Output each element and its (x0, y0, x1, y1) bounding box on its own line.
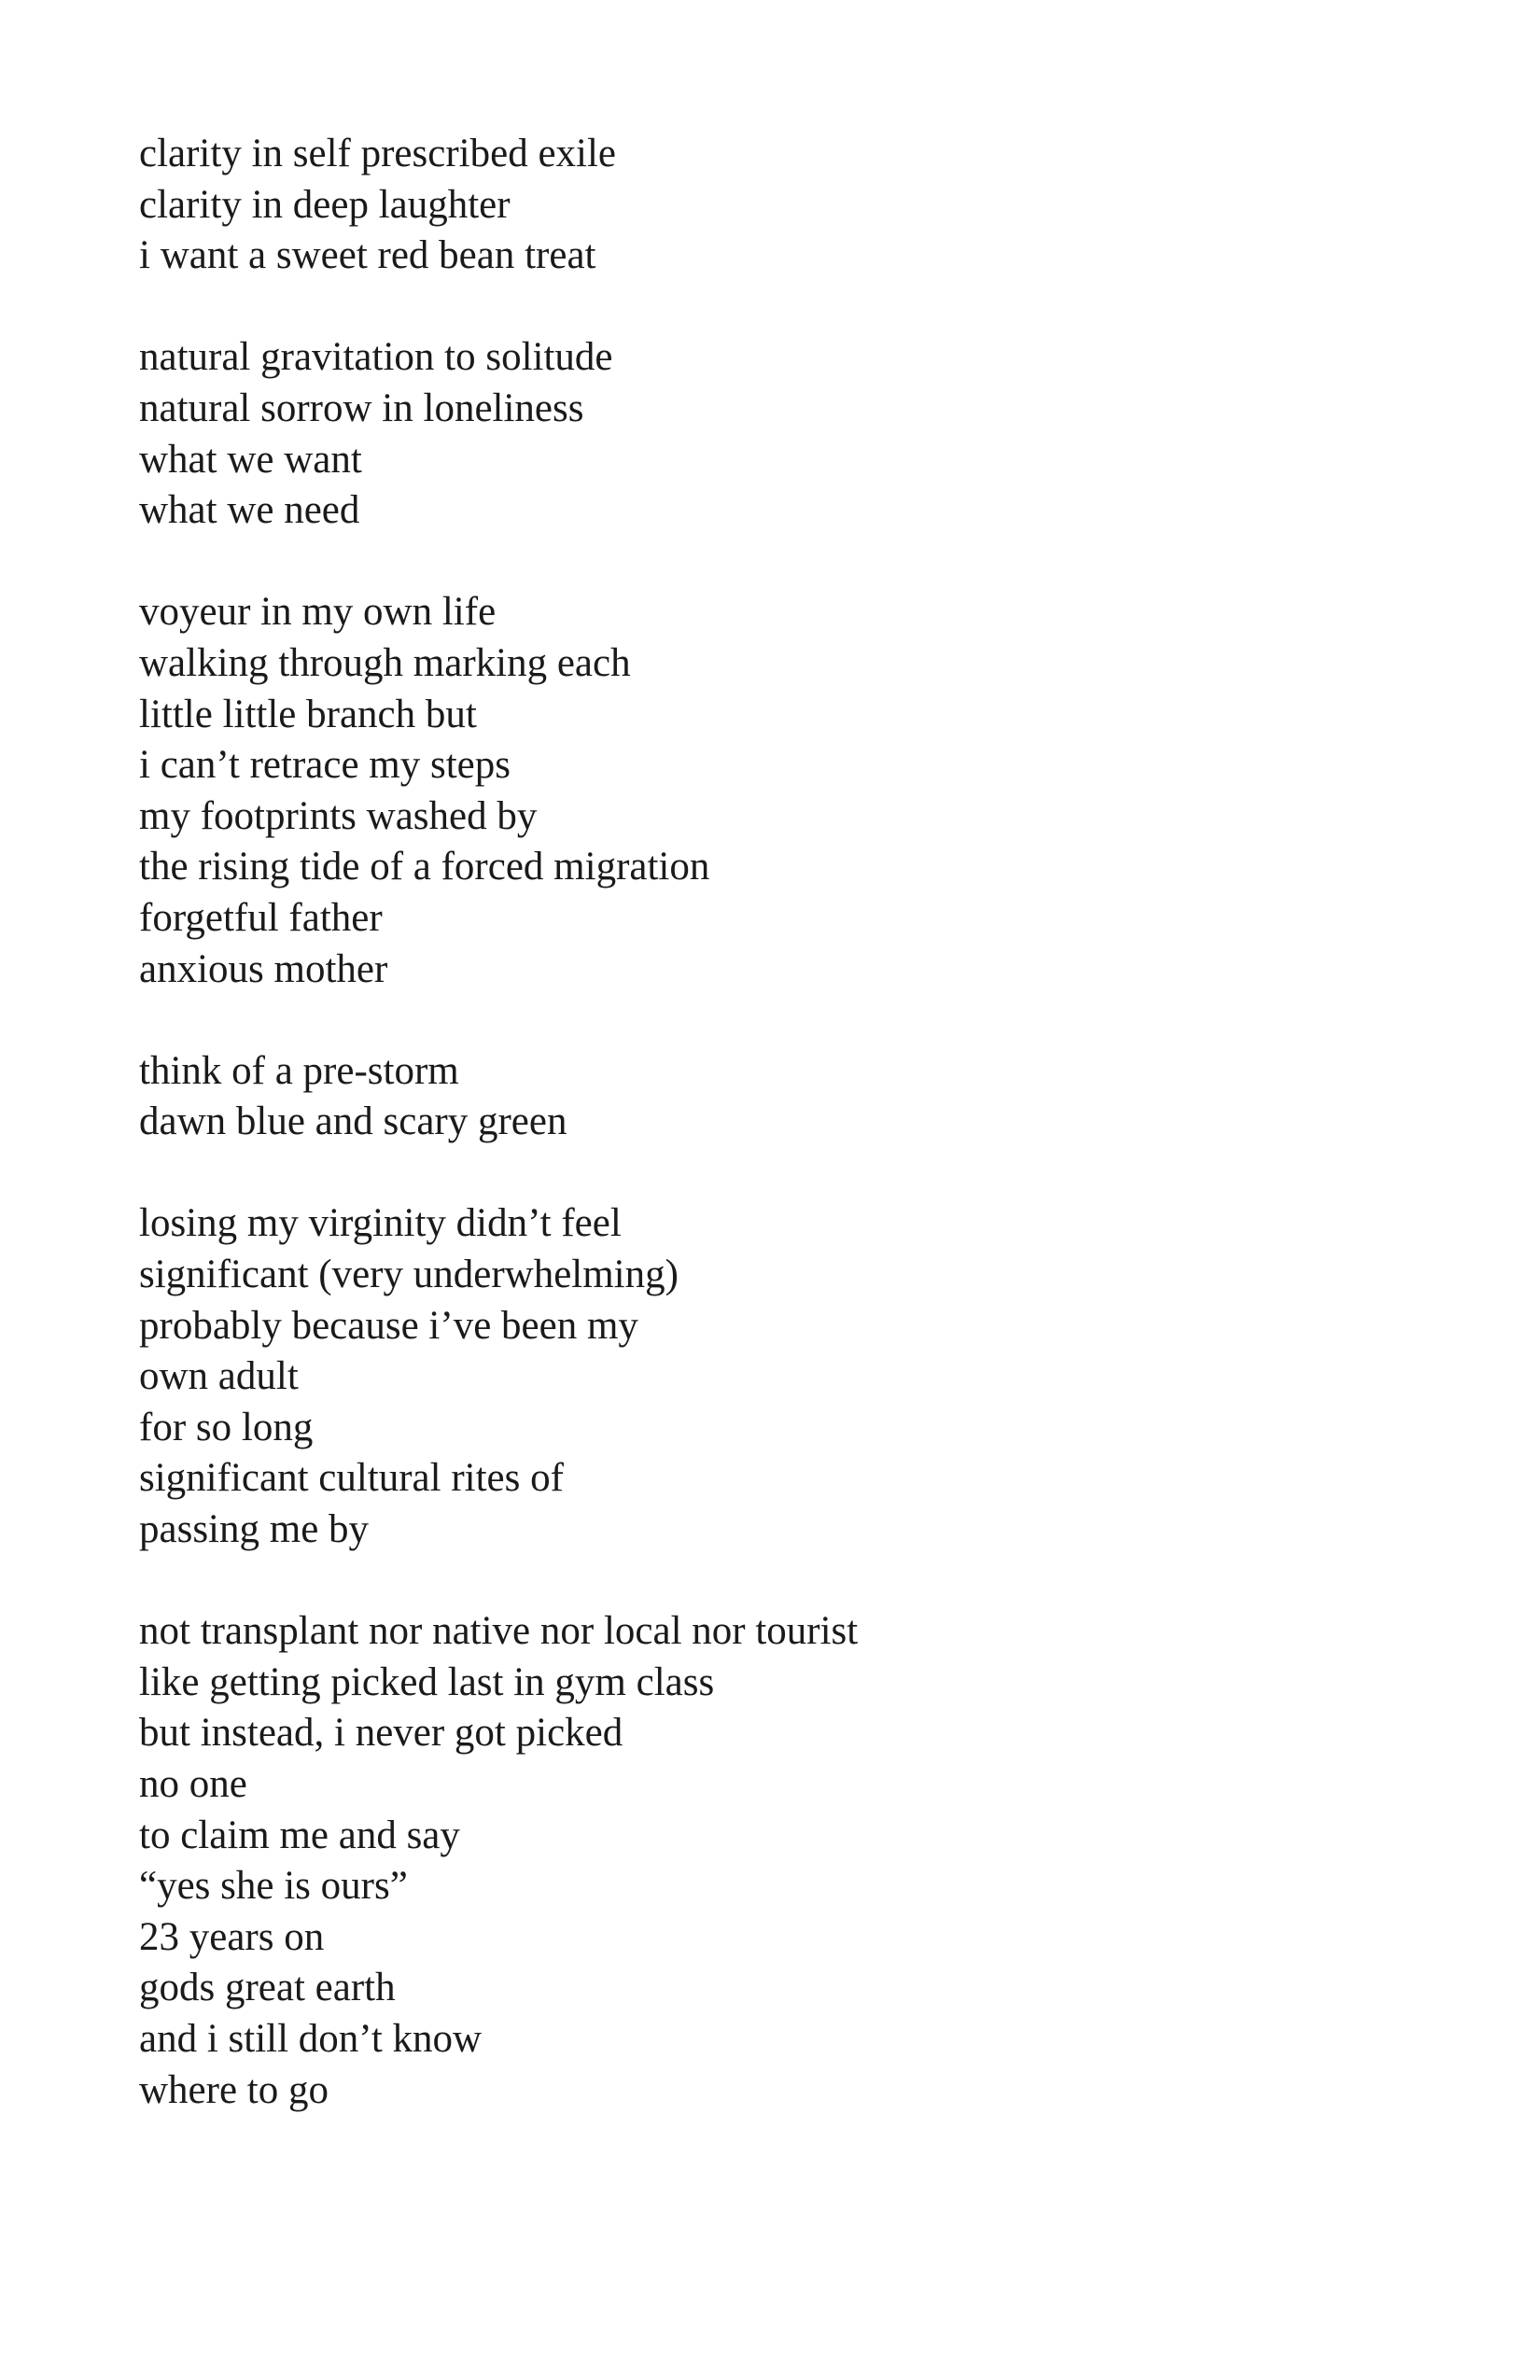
poem-line: but instead, i never got picked (139, 1711, 623, 1756)
poem-line: the rising tide of a forced migration (139, 845, 710, 889)
stanza-4 (139, 1046, 1446, 1148)
poem-line: not transplant nor native nor local nor tourist (139, 1609, 859, 1654)
poem-line: 23 years on (139, 1914, 325, 1959)
poem-line: to claim me and say (139, 1813, 460, 1857)
poem-line: no one (139, 1762, 247, 1806)
poem-line: my footprints washed by (139, 793, 538, 838)
poem-line: little little branch but (139, 692, 477, 736)
poem-line: anxious mother (139, 946, 388, 991)
poem-line: natural gravitation to solitude (139, 335, 613, 380)
poem-line: clarity in deep laughter (139, 182, 511, 227)
poem-line: passing me by (139, 1507, 370, 1552)
poem-line: and i still don’t know (139, 2016, 483, 2061)
poem-line: dawn blue and scary green (139, 1099, 567, 1144)
stanza-2 (139, 332, 1446, 536)
poem-line: forgetful father (139, 895, 383, 940)
poem-line: like getting picked last in gym class (139, 1659, 715, 1704)
poem-body (139, 129, 1446, 2116)
poem-line: losing my virginity didn’t feel (139, 1201, 622, 1246)
stanza-6 (139, 1606, 1446, 2116)
poem-line: “yes she is ours” (139, 1864, 408, 1909)
poem-line: significant (very underwhelming) (139, 1253, 679, 1297)
poem-line: i want a sweet red bean treat (139, 233, 596, 278)
poem-line: voyeur in my own life (139, 590, 497, 635)
poem-line: what we need (139, 488, 360, 533)
poem-line: clarity in self prescribed exile (139, 132, 617, 175)
poem-line: walking through marking each (139, 640, 631, 685)
poem-line: gods great earth (139, 1966, 396, 2010)
stanza-1 (139, 129, 1446, 282)
poem-line: natural sorrow in loneliness (139, 385, 584, 430)
poem-line: what we want (139, 437, 362, 482)
poem-line: think of a pre-storm (139, 1048, 459, 1093)
poem-line: for so long (139, 1405, 314, 1449)
stanza-3 (139, 587, 1446, 995)
poem-line: where to go (139, 2067, 329, 2112)
poem-line: i can’t retrace my steps (139, 743, 511, 788)
poem-line: probably because i’ve been my (139, 1303, 638, 1348)
stanza-5 (139, 1198, 1446, 1555)
poem-line: significant cultural rites of (139, 1456, 564, 1501)
poem-line: own adult (139, 1354, 299, 1399)
